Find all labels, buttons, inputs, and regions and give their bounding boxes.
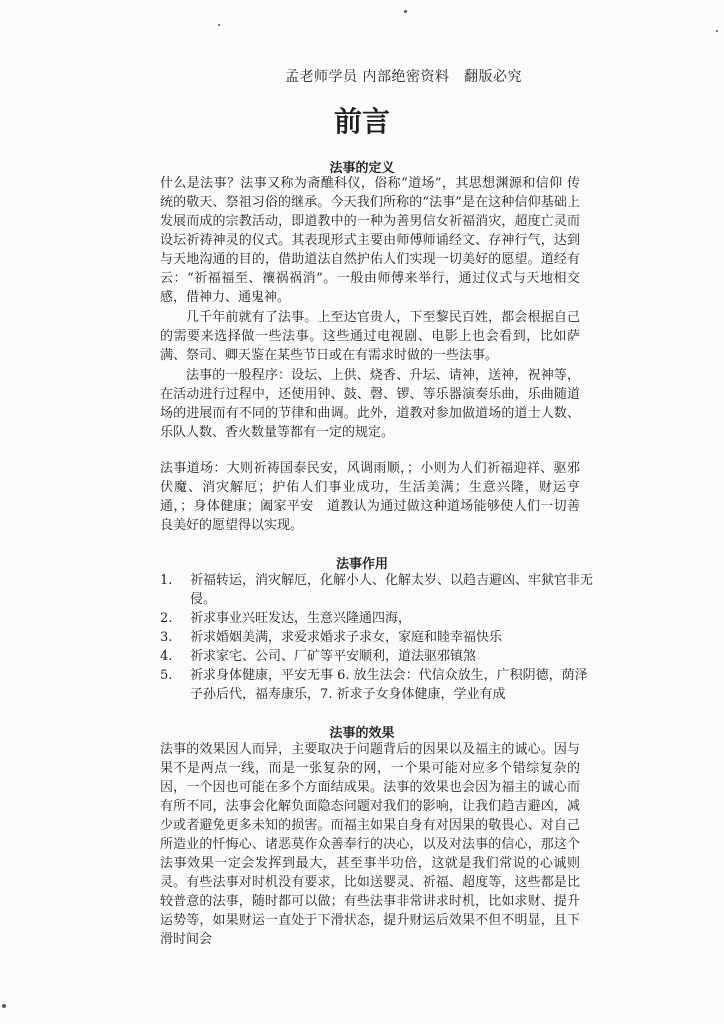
list-number: 1. [160,573,173,588]
effects-paragraph: 法事的效果因人而异，主要取决于问题背后的因果以及福主的诚心。因与果不是两点一线，而是一张复杂的网，一个果可能对应多个错综复杂的因，一个因也可能在多个方面结成果。法事的效果也会因为福主的诚心而有所不同，法事会化解负面隐态问题对我们的影响，让我们趋吉避凶，减少或者避免更多未知的损害。而福主如果自身有对因果的敬畏心、对自己所造业的忏悔心、诸恶莫作众善奉行的决心，以及对法事的信心，那这个法事效果一定会发挥到最大，甚至事半功倍，这就是我们常说的心诚则灵。有些法事对时机没有要求，比如送婴灵、祈福、超度等，这些都是比较普意的法事，随时都可以做；有些法事非常讲求时机，比如求财、提升运势等，如果财运一直处于下滑状态，提升财运后效果不但不明显，且下滑时间会 [160,742,580,947]
scan-speck [2,1004,6,1008]
list-text: 祈求家宅、公司、厂矿等平安顺利，道法驱邪镇煞 [190,649,477,664]
list-number: 5. [160,668,173,683]
scan-speck [218,24,220,26]
list-item [160,628,600,647]
list-number: 2. [160,611,173,626]
section-heading-effects: 法事的效果 [329,726,395,741]
list-item [160,571,600,609]
list-item [160,666,600,704]
list-text: 祈福转运，消灾解厄，化解小人、化解太岁、以趋吉避凶、牢狱官非无侵。 [190,573,594,607]
list-text: 祈求事业兴旺发达，生意兴隆通四海， [190,611,412,626]
functions-list [160,571,600,704]
scan-speck [404,10,407,13]
scan-speck [716,30,718,32]
list-item [160,647,600,666]
list-text: 祈求婚姻美满，求爱求婚求子求女，家庭和睦幸福快乐 [190,630,503,645]
history-paragraph: 几千年前就有了法事。上至达官贵人，下至黎民百姓，都会根据自己的需要来选择做一些法事。这些通过电视剧、电影上也会看到，比如萨满、祭司、卿天鉴在某些节日或在有需求时做的一些法事。 [160,310,580,363]
list-number: 3. [160,630,173,645]
ritual-purpose-paragraph: 法事道场：大则祈祷国泰民安，风调雨顺，；小则为人们祈福迎祥、驱邪伏魔、消灾解厄；护佑人们事业成功，生活美满；生意兴隆，财运亨通，；身体健康；阖家平安 道教认为通过做这种道场能够使人们一切善良美好的愿望得以实现。 [160,461,580,533]
list-text: 祈求身体健康，平安无事 6. 放生法会：代信众放生，广积阴德，荫泽子孙后代，福寿康乐，7. 祈求子女身体健康，学业有成 [190,668,588,702]
definition-paragraph: 什么是法事？法事又称为斋醮科仪，俗称“道场”，其思想渊源和信仰 传统的敬天、祭祖习俗的继承。今天我们所称的“法事”是在这种信仰基础上发展而成的宗教活动，即道教中的一种为善男信女祈福消灾，超度亡灵而设坛祈祷神灵的仪式。其表现形式主要由师傅师诵经文、存神行气，达到与天地沟通的目的，借助道法自然护佑人们实现一切美好的愿望。道经有云：“祈福福至、禳祸祸消”。一般由师傅来举行，通过仪式与天地相交感，借神力、通鬼神。 [160,176,580,305]
section-heading-functions: 法事作用 [335,557,388,572]
page-title: 前言 [333,105,390,138]
list-item [160,609,600,628]
confidential-note: 孟老师学员 内部绝密资料 翻版必究 [285,69,522,85]
procedure-paragraph: 法事的一般程序：设坛、上供、烧香、升坛、请神，送神，祝神等，在活动进行过程中，还使用钟、鼓、磬、锣、等乐器演奏乐曲，乐曲随道场的进展而有不同的节律和曲调。此外，道教对参加做道场的道士人数、乐队人数、香火数量等都有一定的规定。 [160,368,580,440]
list-number: 4. [160,649,173,664]
section-heading-definition: 法事的定义 [329,161,395,176]
